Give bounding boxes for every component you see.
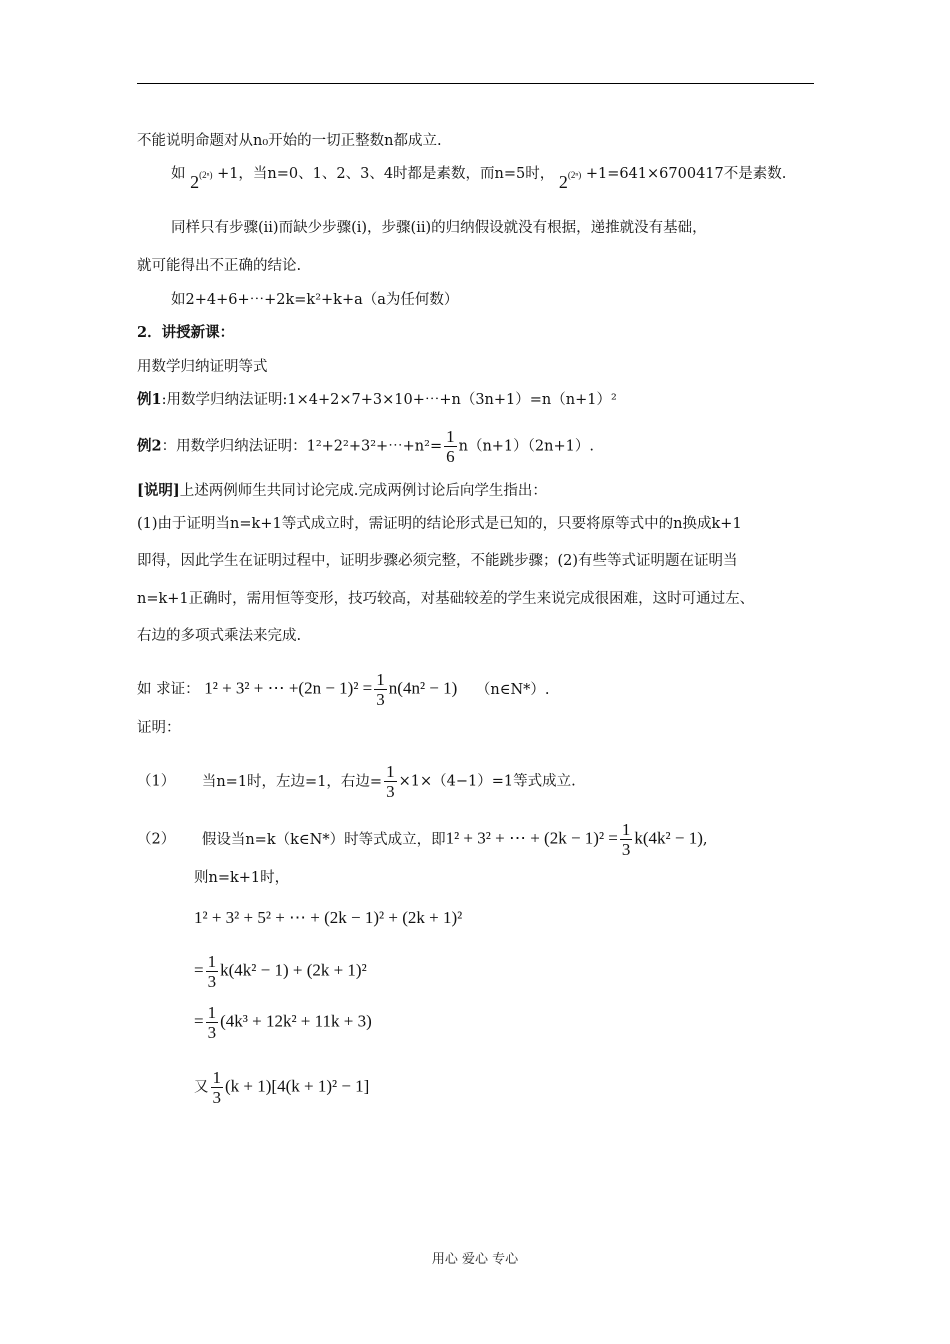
derivation-line-1: [194, 908, 462, 929]
example-1-label: 例1: [137, 391, 162, 408]
text-line-19: 则n=k+1时，: [194, 870, 290, 886]
fraction-one-third: $\frac{1}{3}$: [212, 1068, 221, 1107]
step-2-number: （2）: [137, 831, 176, 848]
example-2-label: 例2: [137, 437, 162, 455]
proof-statement-domain: （n∈N*）.: [475, 681, 550, 698]
step-1-number: （1）: [137, 773, 176, 790]
example-1: [137, 390, 617, 410]
equals-sign: =: [194, 960, 204, 980]
example-2-text-end: n（n+1）（2n+1）.: [458, 438, 594, 455]
text-line-5: 如2+4+6+⋯+2k=k²+k+a（a为任何数）: [171, 292, 459, 308]
example-2: [137, 427, 594, 466]
example-1-text: :用数学归纳法证明:1×4+2×7+3×10+⋯+n（3n+1）=n（n+1）²: [161, 392, 617, 408]
equation-15-left: 1² + 3² + ⋯ +(2n − 1)² =: [204, 678, 373, 698]
text-you: 又: [194, 1079, 209, 1096]
text-line-1: 不能说明命题对从n₀开始的一切正整数n都成立.: [137, 133, 442, 149]
text-line-13: n=k+1正确时，需用恒等变形，技巧较高，对基础较差的学生来说完成很困难，这时可通过左、: [137, 591, 755, 607]
header-rule: [137, 83, 814, 84]
fraction-one-third: $\frac{1}{3}$: [376, 670, 385, 709]
fraction-one-third: $\frac{1}{3}$: [621, 820, 631, 859]
text-line-2: [171, 162, 787, 192]
formula-fermat-1: $2^{(2^n)}$: [190, 170, 213, 192]
text-line-11: (1)由于证明当n=k+1等式成立时，需证明的结论形式是已知的，只要将原等式中的n换成k+1: [137, 516, 742, 532]
equation-22: k(4k² − 1) + (2k + 1)²: [220, 960, 367, 980]
text-line-4: 就可能得出不正确的结论.: [137, 258, 302, 274]
proof-statement: [137, 670, 550, 709]
section-heading: 2．讲授新课：: [137, 324, 235, 341]
fraction-one-third: $\frac{1}{3}$: [207, 952, 217, 991]
step-1-text-end: ×1×（4−1）=1等式成立.: [398, 773, 576, 790]
equation-24: (k + 1)[4(k + 1)² − 1]: [225, 1076, 370, 1096]
fraction-one-sixth: $\frac{1}{6}$: [446, 427, 455, 466]
text-line-3: 同样只有步骤(ii)而缺少步骤(i)，步骤(ii)的归纳假设就没有根据，递推就没有基础，: [171, 220, 707, 236]
text-line-12: 即得，因此学生在证明过程中，证明步骤必须完整，不能跳步骤；(2)有些等式证明题在证明当: [137, 553, 738, 569]
note-line: [137, 481, 547, 501]
example-2-text: ：用数学归纳法证明：1²+2²+3²+⋯+n²=: [161, 438, 443, 455]
proof-step-1: [137, 762, 576, 801]
text-line-2-end: +1=641×6700417不是素数.: [585, 166, 787, 182]
proof-step-2: [137, 820, 708, 859]
page-footer: 用心 爱心 专心: [431, 1252, 519, 1267]
equation-21: 1² + 3² + 5² + ⋯ + (2k − 1)² + (2k + 1)²: [194, 908, 463, 927]
equation-15-right: n(4n² − 1): [388, 678, 458, 698]
text-line-2-middle: +1，当n=0、1、2、3、4时都是素数，而n=5时，: [217, 166, 555, 182]
step-1-text: 当n=1时，左边=1，右边=: [201, 773, 383, 790]
equation-18-right: k(4k² − 1): [634, 828, 703, 848]
equals-sign: =: [194, 1011, 204, 1031]
proof-statement-label: 如 求证：: [137, 681, 200, 698]
derivation-line-3: [194, 1003, 372, 1042]
step-2-comma: ,: [702, 831, 708, 848]
equation-23: (4k³ + 12k² + 11k + 3): [220, 1011, 372, 1031]
fraction-one-third: $\frac{1}{3}$: [386, 762, 395, 801]
derivation-line-2: [194, 952, 367, 991]
step-2-text: 假设当n=k（k∈N*）时等式成立，即: [201, 831, 446, 848]
fraction-one-third: $\frac{1}{3}$: [207, 1003, 217, 1042]
derivation-line-4: [194, 1068, 369, 1107]
text-line-7: 用数学归纳证明等式: [137, 359, 268, 375]
text-ru: 如: [171, 166, 186, 182]
note-text: 上述两例师生共同讨论完成.完成两例讨论后向学生指出：: [179, 483, 547, 499]
equation-18-left: 1² + 3² + ⋯ + (2k − 1)² =: [445, 828, 618, 848]
proof-label: 证明：: [137, 720, 181, 736]
formula-fermat-2: $2^{(2^n)}$: [558, 170, 582, 192]
text-line-14: 右边的多项式乘法来完成.: [137, 628, 302, 644]
note-label: [说明]: [137, 482, 180, 499]
